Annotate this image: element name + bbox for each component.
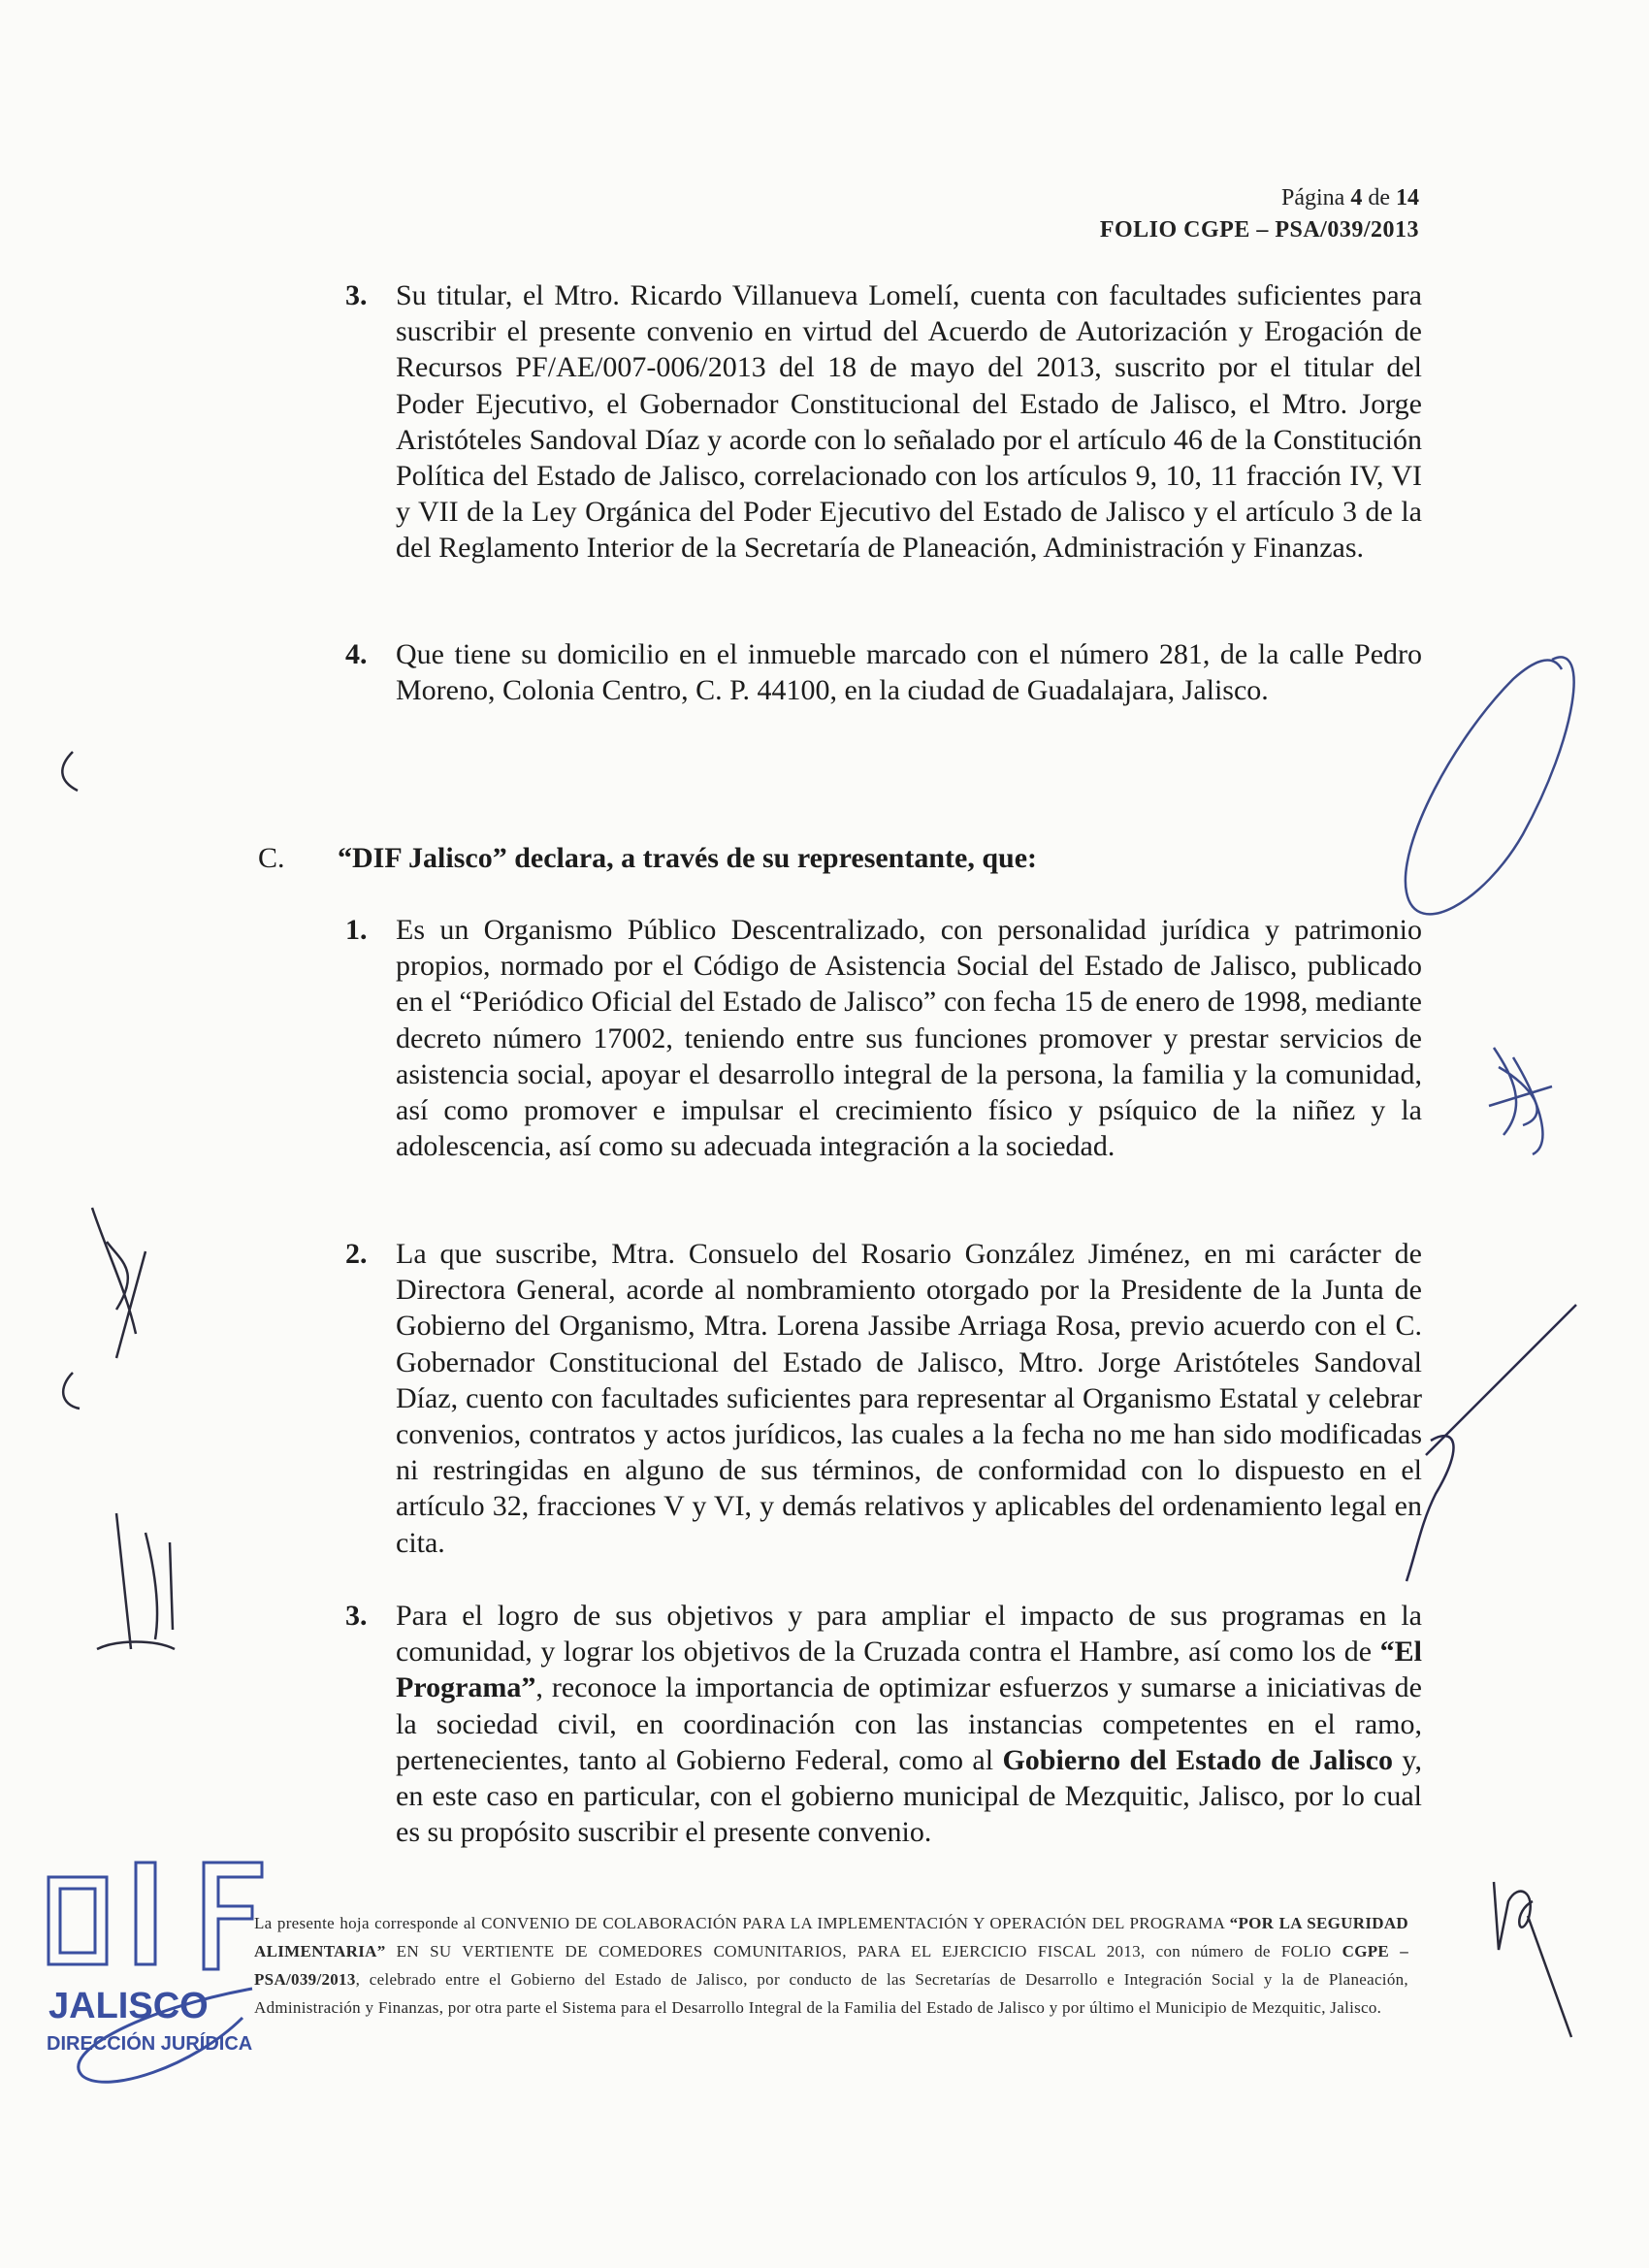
signature-bottom-right [1494,1882,1571,2037]
signature-oval [1406,657,1574,914]
signature-diagonal [1406,1305,1576,1581]
footer-text: EN SU VERTIENTE DE COMEDORES COMUNITARIOS, PARA EL EJERCICIO FISCAL 2013, con número de FOLIO [385,1942,1342,1960]
page-sep: de [1368,185,1390,211]
footer-bold: “POR LA SEGURIDAD ALIMENTARIA” [254,1914,1408,1960]
item-number: 4. [345,638,368,670]
item-text-part: y, en este caso en particular, con el gobierno municipal de Mezquitic, Jalisco, por lo cual es su propósito suscribir el presente convenio. [396,1743,1422,1849]
item-number: 3. [345,1600,368,1632]
item-text: La que suscribe, Mtra. Consuelo del Rosario González Jiménez, en mi carácter de Directora General, acorde al nombramiento otorgado por la Presidente de la Junta de Gobierno del Organismo, Mtra. Lorena Jassibe Arriaga Rosa, previo acuerdo con el C. Gobernador Constitucional del Estado de Jalisco, Mtro. Jorge Aristóteles Sandoval Díaz, cuento con facultades suficientes para representar al Organismo Estatal y celebrar convenios, contratos y actos jurídicos, las cuales a la fecha no me han sido modificadas ni restringidas en alguno de sus términos, de conformidad con lo dispuesto en el artículo 32, fracciones V y VI, y demás relativos y aplicables del ordenamiento legal en cita. [396,1238,1422,1559]
stamp-line-1: DIF [0,0,2,1]
item-number: 2. [345,1238,368,1270]
signature-left-bottom [97,1513,175,1649]
footer-text: , celebrado entre el Gobierno del Estado de Jalisco, por conducto de las Secretarías de Desarrollo e Integración Social y la de Planeación, Administración y Finanzas, por otra parte el Sistema para el Desarrollo Integral de la Familia del Estado de Jalisco y por último el Municipio de Mezquitic, Jalisco. [254,1970,1408,2017]
section-letter: C. [258,842,285,874]
page-label: Página [1281,185,1345,211]
page-current: 4 [1350,185,1363,211]
folio-number: FOLIO CGPE – PSA/039/2013 [1099,217,1419,243]
item-text: Es un Organismo Público Descentralizado, con personalidad jurídica y patrimonio propios, normado por el Código de Asistencia Social del Estado de Jalisco, publicado en el “Periódico Oficial del Estado de Jalisco” con fecha 15 de enero de 1998, mediante decreto número 17002, teniendo entre sus funciones promover y prestar servicios de asistencia social, apoyar el desarrollo integral de la persona, la familia y la comunidad, así como promover e impulsar el crecimiento físico y psíquico de la niñez y la adolescencia, así como su adecuada integración a la sociedad. [396,914,1422,1163]
item-number: 3. [345,279,368,311]
item-text-bold: Gobierno del Estado de Jalisco [1002,1743,1394,1776]
stamp-line-3: DIRECCIÓN JURÍDICA [47,2033,253,2055]
footer-text: La presente hoja corresponde al CONVENIO DE COLABORACIÓN PARA LA IMPLEMENTACIÓN Y OPERACIÓN DEL PROGRAMA [254,1914,1230,1932]
item-number: 1. [345,914,368,946]
section-heading-text: “DIF Jalisco” declara, a través de su representante, que: [338,842,1038,874]
item-text: Su titular, el Mtro. Ricardo Villanueva Lomelí, cuenta con facultades suficientes para suscribir el presente convenio en virtud del Acuerdo de Autorización y Erogación de Recursos PF/AE/007-006/2013 del 18 de mayo del 2013, suscrito por el titular del Poder Ejecutivo, el Gobernador Constitucional del Estado de Jalisco, el Mtro. Jorge Aristóteles Sandoval Díaz y acorde con lo señalado por el artículo 46 de la Constitución Política del Estado de Jalisco, correlacionado con los artículos 9, 10, 11 fracción IV, VI y VII de la Ley Orgánica del Poder Ejecutivo del Estado de Jalisco y el artículo 3 de la del Reglamento Interior de la Secretaría de Planeación, Administración y Finanzas. [396,279,1422,565]
stamp-line-2: JALISCO [48,1986,209,2026]
item-text: Que tiene su domicilio en el inmueble marcado con el número 281, de la calle Pedro Moreno, Colonia Centro, C. P. 44100, en la ciudad de Guadalajara, Jalisco. [396,638,1422,707]
footer-bold: CGPE – PSA/039/2013 [254,1942,1408,1989]
item-text-bold: “El Programa” [396,1636,1422,1704]
signature-initials-right [1489,1048,1552,1154]
signature-left-top [62,752,146,1409]
page-total: 14 [1396,185,1419,211]
item-text-part: Para el logro de sus objetivos y para ampliar el impacto de sus programas en la comunidad, y lograr los objetivos de la Cruzada contra el Hambre, así como los de [396,1600,1422,1669]
item-text-part: , reconoce la importancia de optimizar esfuerzos y sumarse a iniciativas de la sociedad civil, en coordinación con las instancias competentes en el ramo, pertenecientes, tanto al Gobierno Federal, como al [396,1671,1422,1776]
